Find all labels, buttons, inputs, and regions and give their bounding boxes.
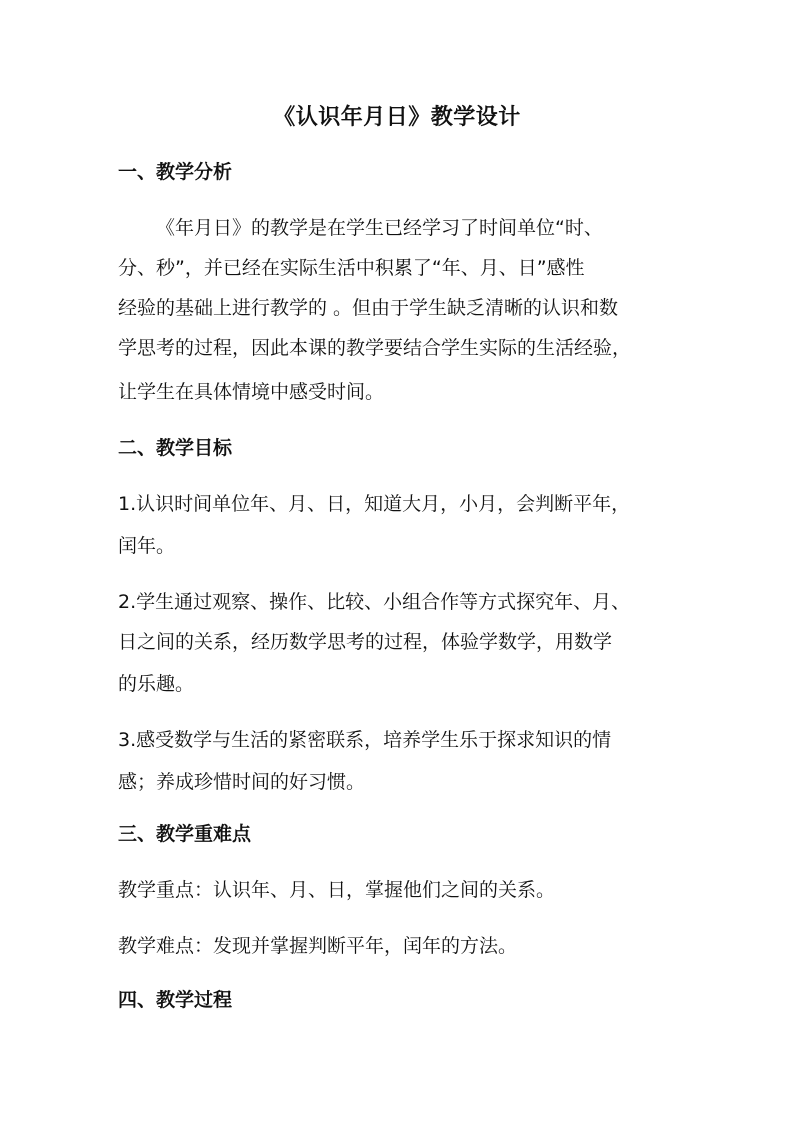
analysis-line-5: 让学生在具体情境中感受时间。 xyxy=(118,381,385,403)
objective-line-2: 闰年。 xyxy=(118,535,176,557)
section-heading-process: 四、教学过程 xyxy=(118,989,233,1011)
document-title: 《认识年月日》教学设计 xyxy=(273,105,521,130)
section-heading-key-points: 三、教学重难点 xyxy=(118,823,252,845)
section-heading-objectives: 二、教学目标 xyxy=(118,437,233,459)
difficulty-line: 教学难点：发现并掌握判断平年，闰年的方法。 xyxy=(118,935,518,957)
analysis-line-1: 《年月日》的教学是在学生已经学习了时间单位“时、 xyxy=(156,217,603,239)
analysis-line-3: 经验的基础上进行教学的 。但由于学生缺乏清晰的认识和数 xyxy=(118,297,619,319)
section-heading-analysis: 一、教学分析 xyxy=(118,161,233,183)
objective-line-6: 3.感受数学与生活的紧密联系，培养学生乐于探求知识的情 xyxy=(118,729,612,751)
analysis-line-4: 学思考的过程，因此本课的教学要结合学生实际的生活经验， xyxy=(118,337,632,359)
analysis-line-2: 分、秒”，并已经在实际生活中积累了“年、月、日”感性 xyxy=(118,257,585,279)
objective-line-1: 1.认识时间单位年、月、日，知道大月，小月，会判断平年， xyxy=(118,493,631,515)
key-point-line: 教学重点：认识年、月、日，掌握他们之间的关系。 xyxy=(118,879,556,901)
objective-line-3: 2.学生通过观察、操作、比较、小组合作等方式探究年、月、 xyxy=(118,591,631,613)
objective-line-7: 感；养成珍惜时间的好习惯。 xyxy=(118,771,366,793)
objective-line-5: 的乐趣。 xyxy=(118,673,195,695)
objective-line-4: 日之间的关系，经历数学思考的过程，体验学数学，用数学 xyxy=(118,631,613,653)
